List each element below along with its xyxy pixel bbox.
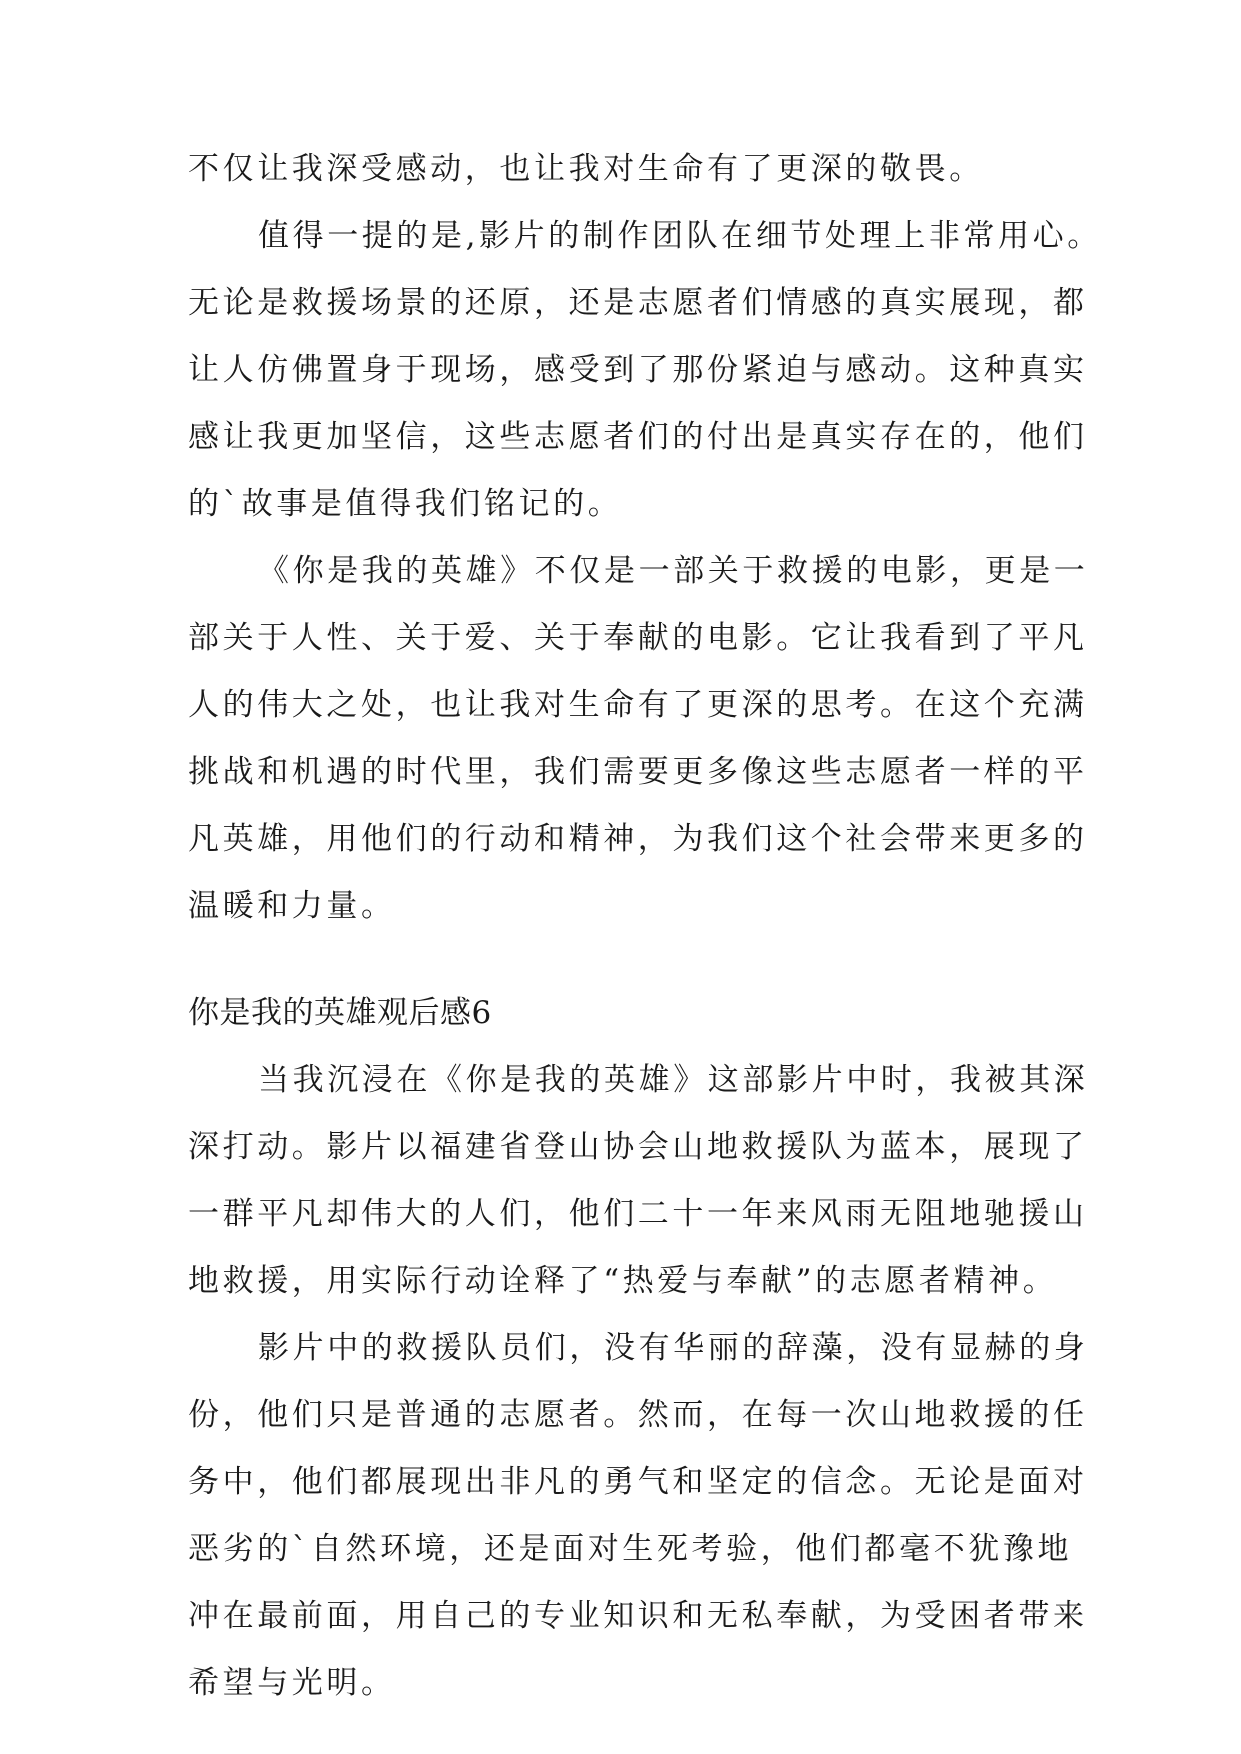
paragraph-line: 务中，他们都展现出非凡的勇气和坚定的信念。无论是面对 (188, 1464, 1088, 1500)
paragraph-line: 《你是我的英雄》不仅是一部关于救援的电影，更是一 (258, 553, 1089, 589)
paragraph-line: 人的伟大之处，也让我对生命有了更深的思考。在这个充满 (188, 687, 1088, 723)
paragraph-line: 让人仿佛置身于现场，感受到了那份紧迫与感动。这种真实 (188, 352, 1088, 388)
paragraph-line: 凡英雄，用他们的行动和精神，为我们这个社会带来更多的 (188, 821, 1088, 857)
paragraph-line: 当我沉浸在《你是我的英雄》这部影片中时，我被其深 (258, 1062, 1089, 1098)
paragraph-line: 影片中的救援队员们，没有华丽的辞藻，没有显赫的身 (258, 1330, 1089, 1366)
paragraph-line: 一群平凡却伟大的人们，他们二十一年来风雨无阻地驰援山 (188, 1196, 1088, 1232)
paragraph-line: 部关于人性、关于爱、关于奉献的电影。它让我看到了平凡 (188, 620, 1088, 656)
paragraph-line: 挑战和机遇的时代里，我们需要更多像这些志愿者一样的平 (188, 754, 1088, 790)
paragraph-line: 值得一提的是,影片的制作团队在细节处理上非常用心。 (258, 218, 1102, 254)
paragraph-line: 的`故事是值得我们铭记的。 (188, 486, 623, 522)
paragraph-line: 希望与光明。 (188, 1665, 396, 1701)
paragraph-line: 冲在最前面，用自己的专业知识和无私奉献，为受困者带来 (188, 1598, 1088, 1634)
paragraph-line: 恶劣的`自然环境，还是面对生死考验，他们都毫不犹豫地 (188, 1531, 1073, 1567)
paragraph-line: 地救援，用实际行动诠释了“热爱与奉献”的志愿者精神。 (188, 1263, 1058, 1299)
paragraph-line: 感让我更加坚信，这些志愿者们的付出是真实存在的，他们 (188, 419, 1088, 455)
paragraph-line: 份，他们只是普通的志愿者。然而，在每一次山地救援的任 (188, 1397, 1088, 1433)
section-heading: 你是我的英雄观后感6 (188, 995, 492, 1031)
paragraph-line: 温暖和力量。 (188, 888, 396, 924)
paragraph-line: 深打动。影片以福建省登山协会山地救援队为蓝本，展现了 (188, 1129, 1088, 1165)
paragraph-line: 不仅让我深受感动，也让我对生命有了更深的敬畏。 (188, 151, 984, 187)
paragraph-line: 无论是救援场景的还原，还是志愿者们情感的真实展现，都 (188, 285, 1088, 321)
